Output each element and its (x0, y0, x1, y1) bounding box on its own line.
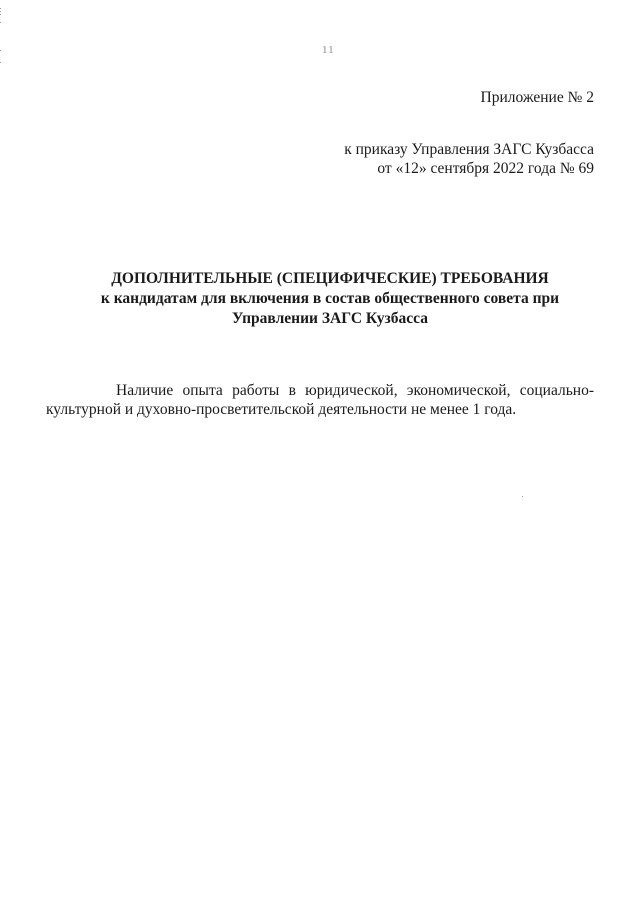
scan-dot (0, 14, 1, 15)
scan-speck (522, 496, 523, 497)
title-subtitle-line-2: Управлении ЗАГС Кузбасса (232, 310, 428, 327)
order-reference (344, 140, 594, 178)
scan-dot (0, 11, 1, 12)
scan-dot (0, 8, 1, 9)
title-main: ДОПОЛНИТЕЛЬНЫЕ (СПЕЦИФИЧЕСКИЕ) ТРЕБОВАНИЯ (111, 270, 549, 287)
page-number: 11 (322, 44, 335, 56)
title-subtitle-line-1: к кандидатам для включения в состав общественного совета при (100, 290, 560, 307)
document-title (60, 269, 600, 329)
scan-dot (0, 50, 1, 51)
order-reference-line-1: к приказу Управления ЗАГС Кузбасса (344, 141, 594, 158)
order-reference-line-2: от «12» сентября 2022 года № 69 (377, 160, 594, 177)
scan-dot (0, 62, 1, 63)
scan-dot (0, 22, 1, 23)
requirements-paragraph: Наличие опыта работы в юридической, экономической, социально-культурной и духовно-просветительской деятельности не менее 1 года. (46, 381, 594, 418)
appendix-label: Приложение № 2 (480, 89, 594, 106)
